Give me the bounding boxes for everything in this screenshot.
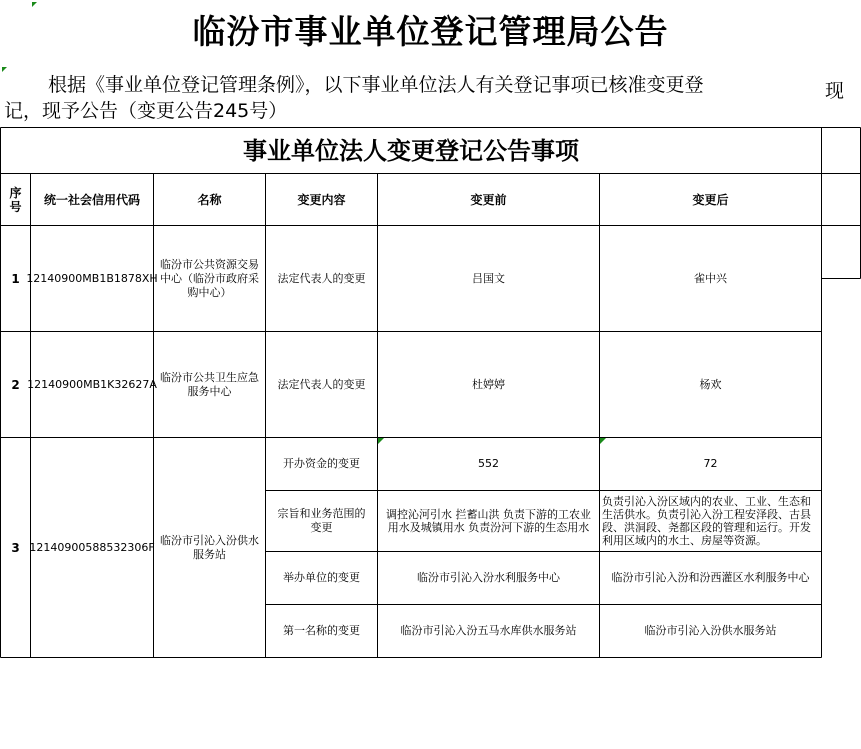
row-2-before: 杜婷婷	[472, 377, 505, 391]
row-3c-change-item: 举办单位的变更	[283, 571, 360, 584]
row-3a-after: 72	[703, 457, 718, 470]
header-index: 序号	[9, 185, 22, 214]
intro-line-2: 记，现予公告（变更公告245号）	[4, 100, 288, 122]
intro-line-1: 根据《事业单位登记管理条例》，以下事业单位法人有关登记事项已核准变更登	[48, 74, 704, 96]
header-after: 变更后	[692, 192, 729, 207]
row-1-name: 临汾市公共资源交易中心（临汾市政府采购中心）	[160, 257, 259, 299]
row-3b-change-item: 宗旨和业务范围的变更	[277, 507, 366, 534]
cell-marker-icon	[2, 67, 7, 72]
page-title: 临汾市事业单位登记管理局公告	[192, 12, 669, 51]
row-2-index: 2	[11, 377, 20, 392]
cell-marker-icon	[32, 2, 37, 7]
row-1-index: 1	[11, 271, 20, 286]
header-change-item: 变更内容	[297, 192, 346, 207]
row-1-change-item: 法定代表人的变更	[277, 271, 366, 285]
row-3-name: 临汾市引沁入汾供水服务站	[160, 533, 259, 561]
row-3d-before: 临汾市引沁入汾五马水库供水服务站	[400, 624, 577, 637]
row-3d-after: 临汾市引沁入汾供水服务站	[644, 624, 777, 637]
row-1-after: 雀中兴	[694, 271, 727, 285]
row-3d-change-item: 第一名称的变更	[283, 624, 360, 637]
row-1-before: 吕国文	[472, 271, 505, 285]
table-title: 事业单位法人变更登记公告事项	[243, 135, 579, 165]
row-3a-before: 552	[478, 457, 499, 470]
header-credit-code: 统一社会信用代码	[43, 192, 140, 207]
row-1-code: 12140900MB1B1878XH	[26, 271, 158, 285]
header-name: 名称	[197, 192, 222, 207]
row-3a-change-item: 开办资金的变更	[283, 457, 360, 470]
row-3c-after: 临汾市引沁入汾和汾西灌区水利服务中心	[611, 571, 810, 584]
row-2-change-item: 法定代表人的变更	[277, 377, 366, 391]
intro-tail: 现	[825, 80, 845, 102]
row-2-after: 杨欢	[699, 377, 722, 391]
row-2-code: 12140900MB1K32627A	[27, 377, 157, 391]
row-3b-after: 负责引沁入汾区域内的农业、工业、生态和生活供水。负责引沁入汾工程安泽段、古县段、洪洞段、尧都区段的管理和运行。开发利用区域内的水土、房屋等资源。	[602, 495, 811, 547]
header-before: 变更前	[470, 192, 507, 207]
row-3b-before: 调控沁河引水 拦蓄山洪 负责下游的工农业用水及城镇用水 负责汾河下游的生态用水	[386, 508, 591, 534]
row-3c-before: 临汾市引沁入汾水利服务中心	[417, 571, 560, 584]
row-2-name: 临汾市公共卫生应急服务中心	[160, 370, 259, 398]
row-3-index: 3	[11, 540, 20, 555]
row-3-code: 12140900588532306F	[29, 540, 155, 554]
